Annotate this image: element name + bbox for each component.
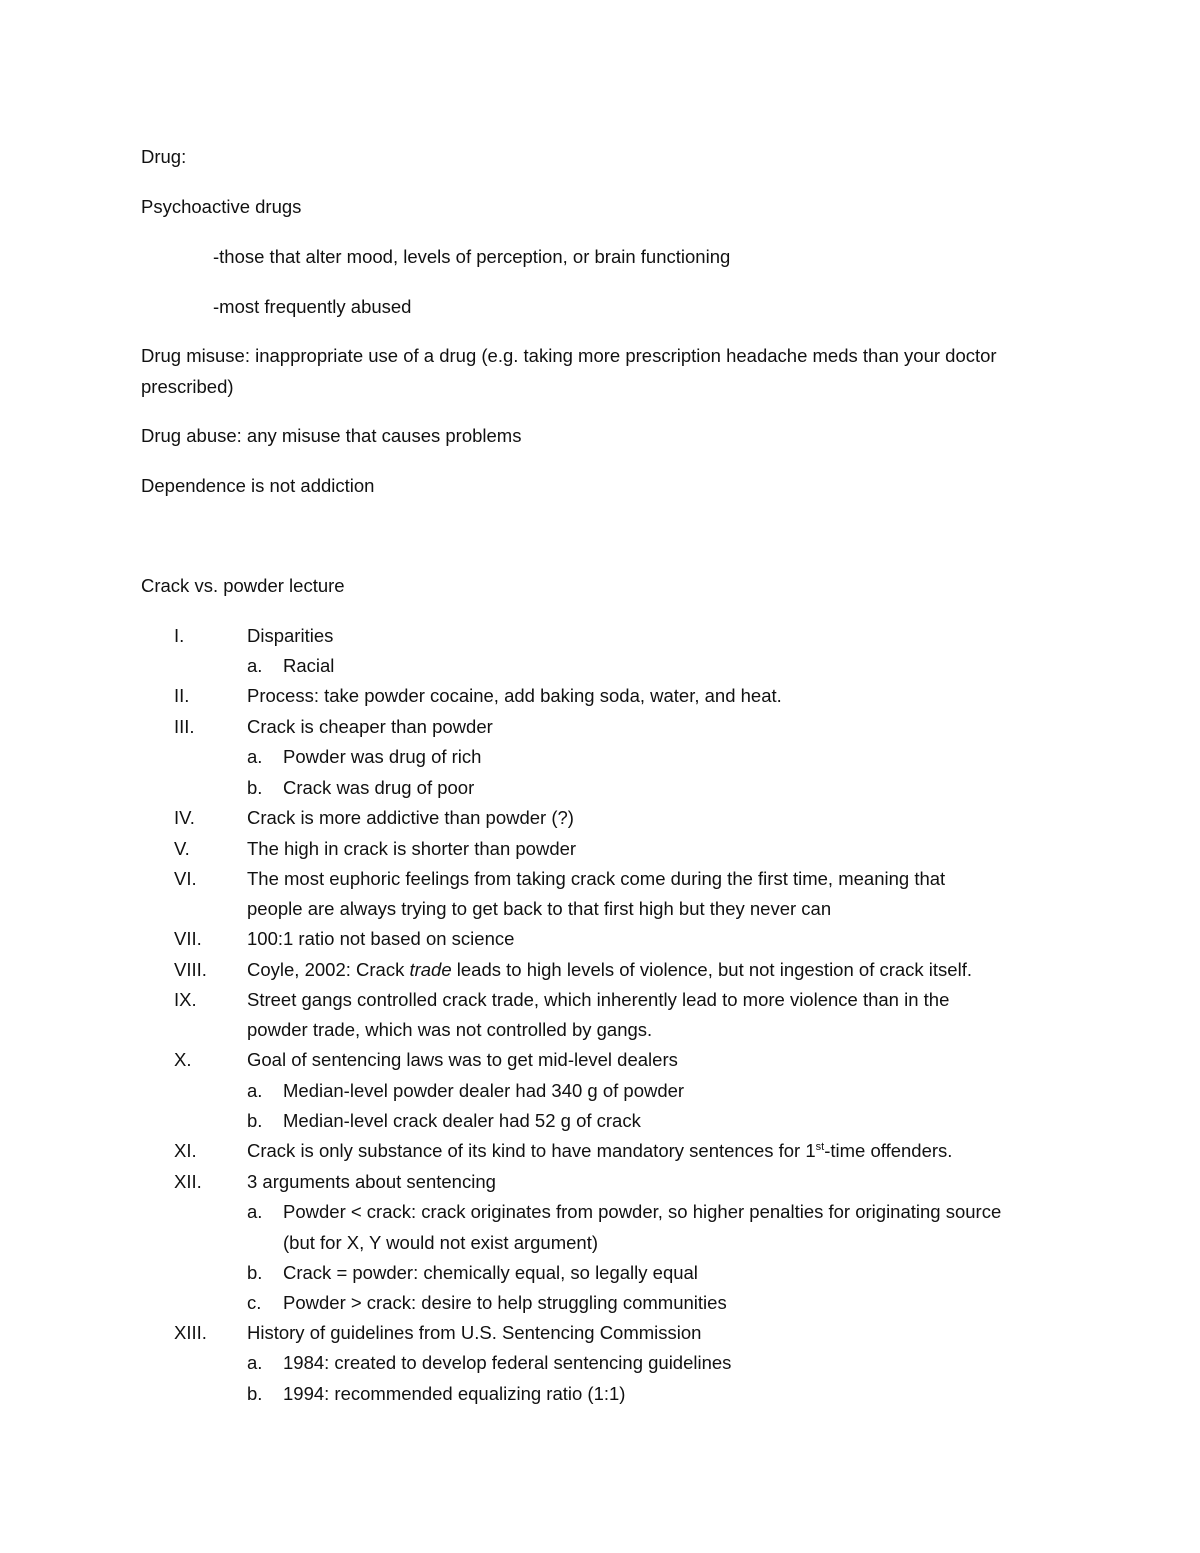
outline-item: The high in crack is shorter than powder (247, 838, 577, 859)
outline-item-cont: people are always trying to get back to that first high but they never can (247, 898, 832, 919)
outline-item: 100:1 ratio not based on science (247, 928, 515, 949)
outline-number: VII. (174, 928, 202, 949)
outline-subitem-cont: (but for X, Y would not exist argument) (283, 1232, 599, 1253)
dependence-note: Dependence is not addiction (141, 475, 375, 496)
outline-item-text: leads to high levels of violence, but not ingestion of crack itself. (451, 959, 972, 980)
outline-item: The most euphoric feelings from taking crack come during the first time, meaning that (247, 868, 946, 889)
outline-item-text: Coyle, 2002: Crack (247, 959, 410, 980)
lecture-title: Crack vs. powder lecture (141, 575, 345, 596)
misuse-definition: Drug misuse: inappropriate use of a drug (e.g. taking more prescription headache meds than your doctor (141, 345, 997, 366)
outline-item-cont: powder trade, which was not controlled by gangs. (247, 1019, 653, 1040)
outline-letter: a. (247, 655, 263, 676)
outline-item-text: -time offenders. (824, 1140, 953, 1161)
outline-item (247, 959, 972, 981)
outline-letter: b. (247, 1262, 263, 1283)
outline-item: History of guidelines from U.S. Sentencing Commission (247, 1322, 702, 1343)
outline-letter: a. (247, 1352, 263, 1373)
outline-number: V. (174, 838, 190, 859)
outline-item: Crack is cheaper than powder (247, 716, 493, 737)
outline-number: IV. (174, 807, 195, 828)
outline-letter: a. (247, 1080, 263, 1101)
outline-subitem: 1994: recommended equalizing ratio (1:1) (283, 1383, 626, 1404)
outline-number: IX. (174, 989, 197, 1010)
abuse-definition: Drug abuse: any misuse that causes problems (141, 425, 522, 446)
outline-number: II. (174, 685, 190, 706)
outline-subitem: Powder < crack: crack originates from powder, so higher penalties for originating source (283, 1201, 1002, 1222)
outline-item-text: Crack is only substance of its kind to have mandatory sentences for 1 (247, 1140, 816, 1161)
outline-item (247, 1140, 952, 1162)
outline-number: III. (174, 716, 195, 737)
outline-letter: a. (247, 1201, 263, 1222)
outline-subitem: Median-level crack dealer had 52 g of crack (283, 1110, 641, 1131)
outline-number: VI. (174, 868, 197, 889)
ordinal-superscript: st (815, 1141, 825, 1153)
outline-subitem: Crack was drug of poor (283, 777, 475, 798)
outline-item: Street gangs controlled crack trade, which inherently lead to more violence than in the (247, 989, 950, 1010)
outline-number: VIII. (174, 959, 207, 980)
outline-item: 3 arguments about sentencing (247, 1171, 496, 1192)
outline-letter: b. (247, 777, 263, 798)
outline-subitem: Powder > crack: desire to help struggling communities (283, 1292, 727, 1313)
outline-number: X. (174, 1049, 192, 1070)
outline-letter: b. (247, 1383, 263, 1404)
outline-letter: b. (247, 1110, 263, 1131)
outline-item: Goal of sentencing laws was to get mid-level dealers (247, 1049, 678, 1070)
outline-item: Disparities (247, 625, 334, 646)
outline-subitem: 1984: created to develop federal sentencing guidelines (283, 1352, 732, 1373)
psychoactive-point: -those that alter mood, levels of perception, or brain functioning (213, 246, 731, 267)
outline-letter: c. (247, 1292, 262, 1313)
outline-letter: a. (247, 746, 263, 767)
outline-subitem: Powder was drug of rich (283, 746, 482, 767)
psychoactive-heading: Psychoactive drugs (141, 196, 302, 217)
outline-number: I. (174, 625, 185, 646)
italic-word: trade (409, 959, 452, 980)
outline-subitem: Racial (283, 655, 335, 676)
outline-item: Crack is more addictive than powder (?) (247, 807, 574, 828)
misuse-definition-cont: prescribed) (141, 376, 234, 397)
outline-item: Process: take powder cocaine, add baking soda, water, and heat. (247, 685, 782, 706)
drug-heading: Drug: (141, 146, 187, 167)
outline-number: XII. (174, 1171, 202, 1192)
outline-number: XI. (174, 1140, 197, 1161)
outline-subitem: Median-level powder dealer had 340 g of powder (283, 1080, 685, 1101)
outline-number: XIII. (174, 1322, 207, 1343)
psychoactive-point: -most frequently abused (213, 296, 412, 317)
outline-subitem: Crack = powder: chemically equal, so legally equal (283, 1262, 698, 1283)
